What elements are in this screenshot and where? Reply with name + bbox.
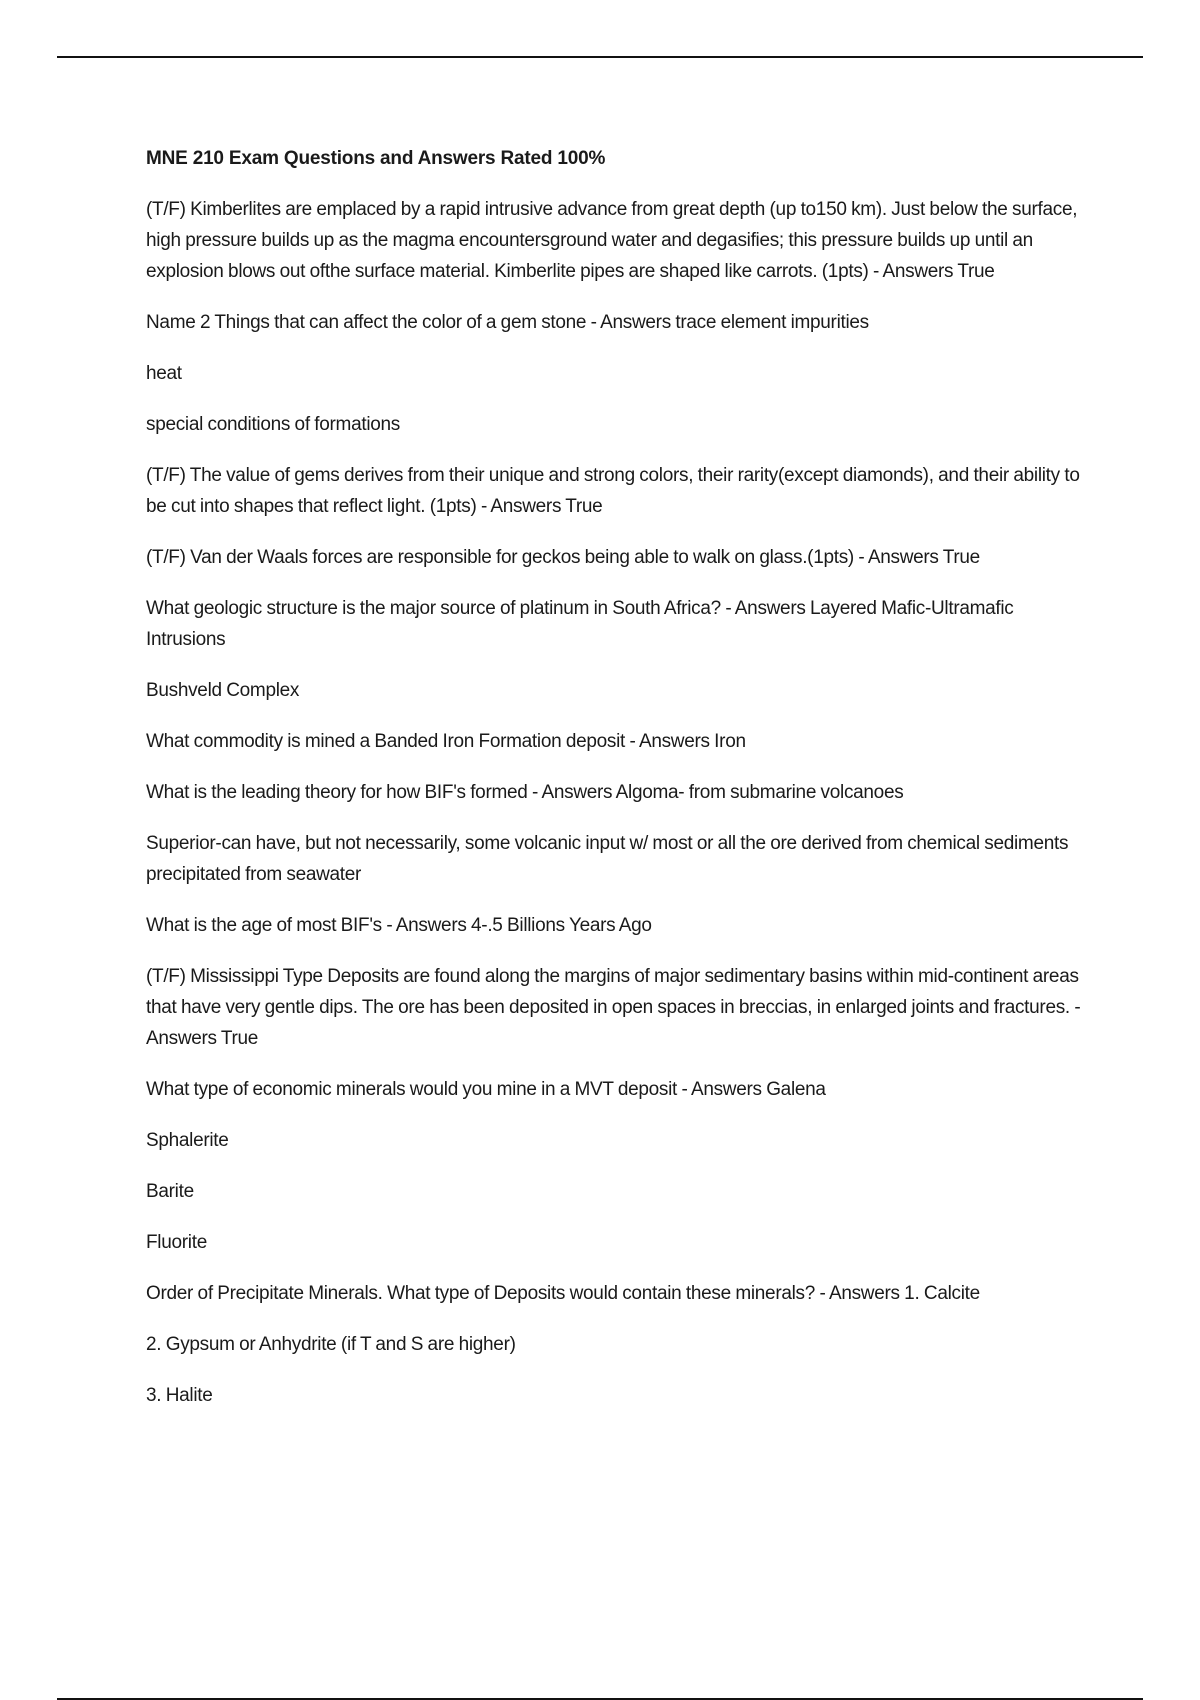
paragraph: (T/F) Kimberlites are emplaced by a rapid intrusive advance from great depth (up to150 km). Just below the surface, high pressure builds up as the magma encountersground water and degasifies; this pressure builds up until an explosion blows out ofthe surface material. Kimberlite pipes are shaped like carrots. (1pts) - Answers True: [146, 199, 1078, 282]
paragraph: What commodity is mined a Banded Iron Formation deposit - Answers Iron: [146, 731, 746, 752]
document-body: [146, 144, 1091, 1431]
paragraph: Bushveld Complex: [146, 680, 300, 701]
paragraph: What is the age of most BIF's - Answers 4-.5 Billions Years Ago: [146, 915, 652, 936]
document-title: MNE 210 Exam Questions and Answers Rated 100%: [146, 148, 606, 169]
paragraph: Superior-can have, but not necessarily, some volcanic input w/ most or all the ore derived from chemical sediments precipitated from seawater: [146, 833, 1069, 885]
paragraph: What is the leading theory for how BIF's formed - Answers Algoma- from submarine volcanoes: [146, 782, 904, 803]
paragraph: (T/F) Van der Waals forces are responsible for geckos being able to walk on glass.(1pts) - Answers True: [146, 547, 980, 568]
paragraph: 3. Halite: [146, 1385, 213, 1406]
paragraph: Barite: [146, 1181, 194, 1202]
paragraph: What type of economic minerals would you mine in a MVT deposit - Answers Galena: [146, 1079, 826, 1100]
paragraph: What geologic structure is the major source of platinum in South Africa? - Answers Layered Mafic-Ultramafic Intrusions: [146, 598, 1014, 650]
paragraph: Fluorite: [146, 1232, 207, 1253]
paragraph: heat: [146, 363, 182, 384]
paragraph: (T/F) Mississippi Type Deposits are found along the margins of major sedimentary basins within mid-continent areas that have very gentle dips. The ore has been deposited in open spaces in breccias, in enlarged joints and fractures. - Answers True: [146, 966, 1081, 1049]
paragraph: (T/F) The value of gems derives from their unique and strong colors, their rarity(except diamonds), and their ability to be cut into shapes that reflect light. (1pts) - Answers True: [146, 465, 1080, 517]
paragraph: 2. Gypsum or Anhydrite (if T and S are higher): [146, 1334, 516, 1355]
paragraph: special conditions of formations: [146, 414, 400, 435]
paragraph: Order of Precipitate Minerals. What type of Deposits would contain these minerals? - Answers 1. Calcite: [146, 1283, 980, 1304]
header-rule: [57, 56, 1143, 58]
paragraph: Sphalerite: [146, 1130, 229, 1151]
paragraph: Name 2 Things that can affect the color of a gem stone - Answers trace element impurities: [146, 312, 869, 333]
